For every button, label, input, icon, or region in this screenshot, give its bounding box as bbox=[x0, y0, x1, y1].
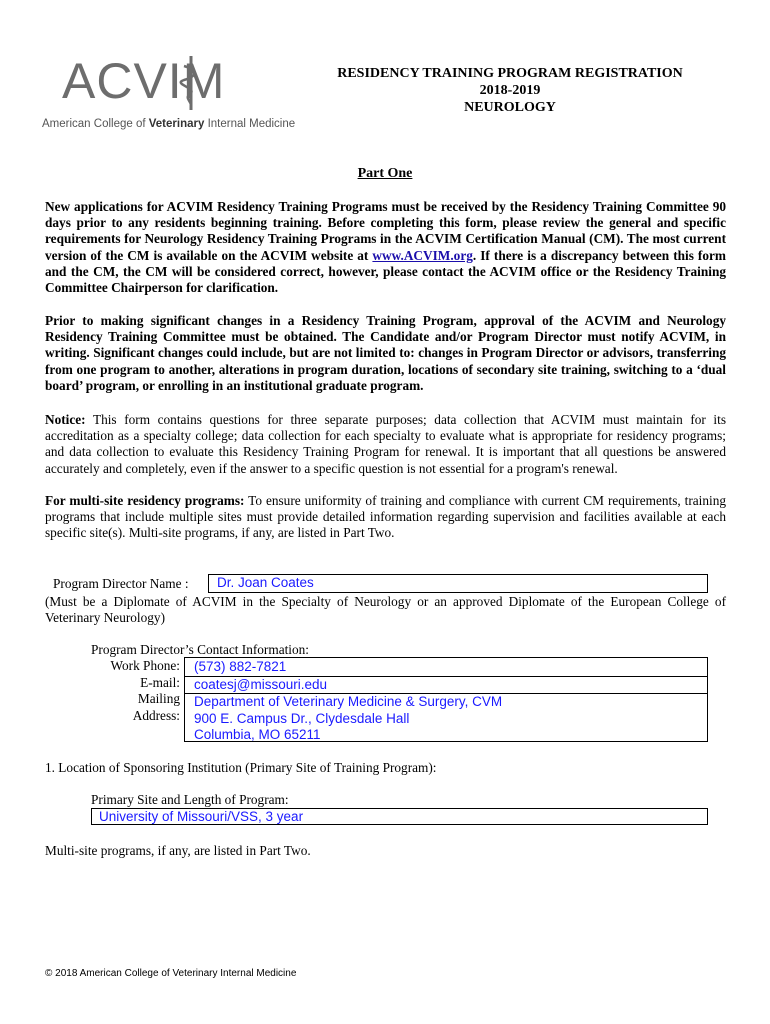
contact-labels bbox=[45, 658, 180, 724]
acvim-website-link[interactable]: www.ACVIM.org bbox=[372, 247, 473, 263]
title-line-1: RESIDENCY TRAINING PROGRAM REGISTRATION bbox=[337, 66, 683, 81]
address-line-2[interactable]: 900 E. Campus Dr., Clydesdale Hall bbox=[194, 710, 410, 726]
multisite-note: Multi-site programs, if any, are listed in Part Two. bbox=[45, 843, 311, 858]
address-line-3[interactable]: Columbia, MO 65211 bbox=[194, 727, 321, 742]
mailing-label: Mailing bbox=[137, 691, 180, 706]
title-specialty: NEUROLOGY bbox=[464, 100, 556, 115]
email-label: E-mail: bbox=[140, 674, 180, 690]
logo-wordmark: ACVIM bbox=[62, 53, 226, 109]
contact-heading: Program Director’s Contact Information: bbox=[91, 642, 309, 657]
multisite-paragraph: For multi-site residency programs: To ensure uniformity of training and compliance with current CM requirements, training programs that include multiple sites must provide detailed information regarding supervision and facilities available at each specific site(s). Multi-site programs, if any, are listed in Part Two. bbox=[45, 493, 726, 541]
primary-site-label: Primary Site and Length of Program: bbox=[91, 792, 289, 807]
contact-info-box bbox=[184, 657, 708, 742]
address-line-1[interactable]: Department of Veterinary Medicine & Surgery, CVM bbox=[194, 694, 503, 709]
director-name-field[interactable]: Dr. Joan Coates bbox=[208, 574, 708, 593]
notice-paragraph: Notice: This form contains questions for three separate purposes; data collection that ACVIM must maintain for its accreditation as a specialty college; data collection for each specialty to evaluate what is appropriate for residency programs; and data collection to evaluate this Residency Training Program for renewal. It is important that all questions be answered accurately and completely, even if the answer to a specific question is not essential for a program's renewal. bbox=[45, 412, 726, 476]
director-requirement-note: (Must be a Diplomate of ACVIM in the Specialty of Neurology or an approved Diplomate of the European College of Veterinary Neurology) bbox=[45, 594, 726, 626]
address-label: Address: bbox=[132, 707, 180, 723]
copyright-footer: © 2018 American College of Veterinary Internal Medicine bbox=[45, 968, 297, 979]
acvim-logo bbox=[40, 52, 296, 142]
email-field[interactable]: coatesj@missouri.edu bbox=[194, 676, 328, 692]
director-name-label: Program Director Name : bbox=[53, 576, 189, 591]
acvim-logo-mark bbox=[40, 52, 290, 114]
work-phone-label: Work Phone: bbox=[110, 658, 180, 673]
prior-changes-paragraph: Prior to making significant changes in a Residency Training Program, approval of the ACVIM and Neurology Residency Training Committee must be obtained. The Candidate and/or Program Director must notify ACVIM, in writing. Significant changes could include, but are not limited to: changes in Program Director or advisors, transferring from one program to another, alterations in program duration, locations of secondary site training, switching to a ‘dual board’ program, or enrolling in an institutional graduate program. bbox=[45, 313, 726, 393]
part-one-heading: Part One bbox=[357, 166, 413, 181]
title-year: 2018-2019 bbox=[479, 83, 541, 98]
logo-subtitle: American College of Veterinary Internal Medicine bbox=[42, 118, 296, 130]
primary-site-field[interactable]: University of Missouri/VSS, 3 year bbox=[91, 808, 708, 825]
question-1: 1. Location of Sponsoring Institution (Primary Site of Training Program): bbox=[45, 760, 437, 775]
work-phone-field[interactable]: (573) 882-7821 bbox=[194, 659, 287, 674]
form-title bbox=[300, 65, 720, 116]
intro-paragraph: New applications for ACVIM Residency Training Programs must be received by the Residency Training Committee 90 days prior to any residents beginning training. Before completing this form, please review the general and specific requirements for Neurology Residency Training Programs in the ACVIM Certification Manual (CM). The most current version of the CM is available on the ACVIM website at www.ACVIM.org. If there is a discrepancy between this form and the CM, the CM will be considered correct, however, please contact the ACVIM office or the Residency Training Committee Chairperson for clarification. bbox=[45, 199, 726, 296]
